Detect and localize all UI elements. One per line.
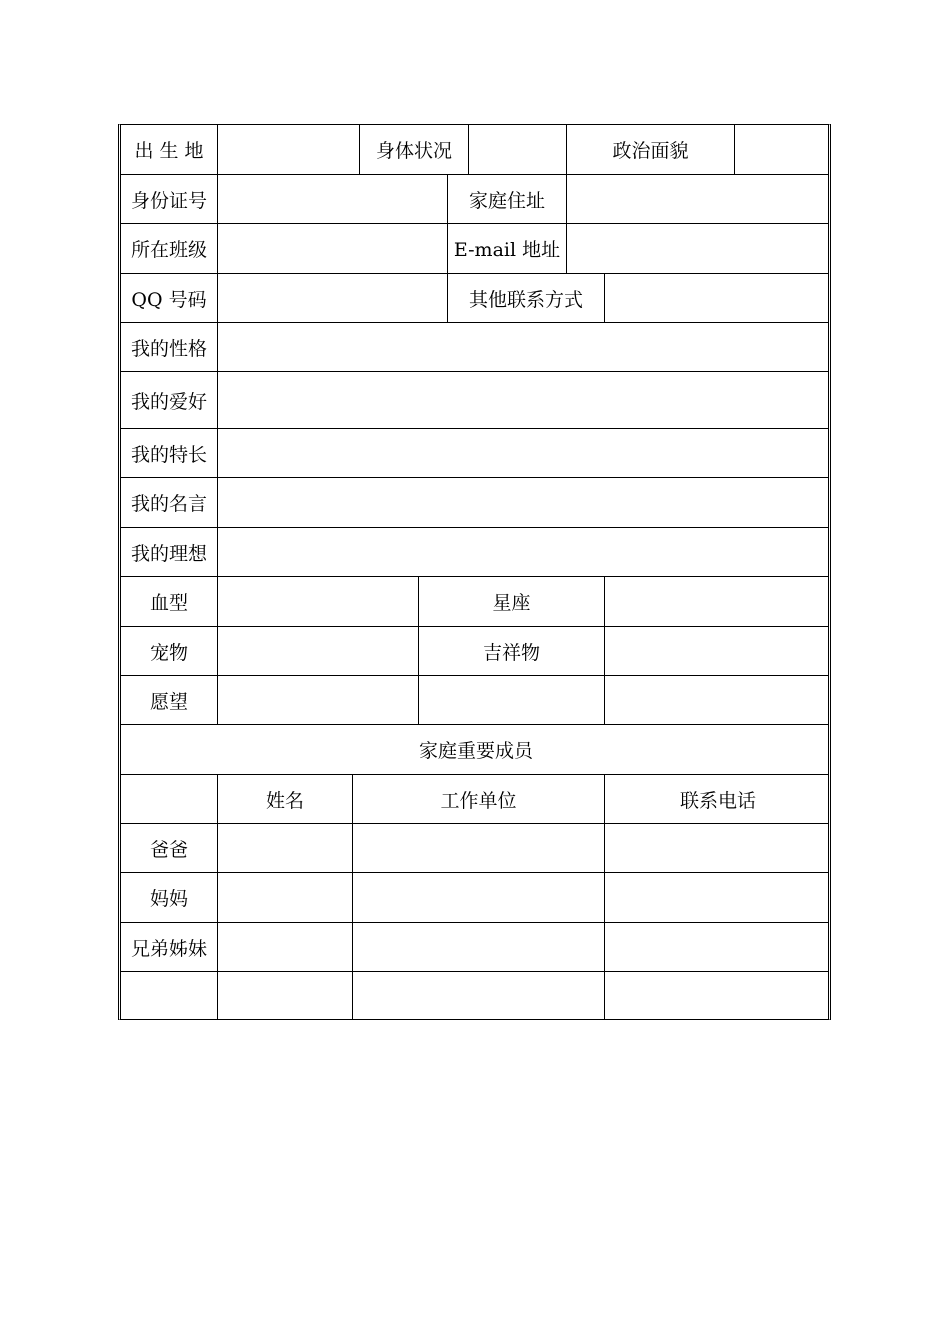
blood-type-field[interactable] [217,577,418,626]
mother-workplace-field[interactable] [352,873,604,922]
hobbies-label: 我的爱好 [130,390,207,413]
health-label: 身体状况 [359,125,468,174]
siblings-name-field[interactable] [217,923,352,971]
class-field[interactable] [217,224,447,273]
row-wish [121,676,828,725]
home-address-label: 家庭住址 [447,175,566,223]
row-pet [121,627,828,676]
extra-phone-field[interactable] [604,972,831,1019]
id-number-field[interactable] [217,175,447,223]
mother-phone-field[interactable] [604,873,831,922]
other-contact-label: 其他联系方式 [447,274,604,322]
siblings-phone-field[interactable] [604,923,831,971]
mascot-label: 吉祥物 [418,627,604,675]
qq-label: QQ 号码 [131,288,207,311]
extra-name-field[interactable] [217,972,352,1019]
family-section-title: 家庭重要成员 [418,740,533,762]
siblings-workplace-field[interactable] [352,923,604,971]
constellation-label: 星座 [418,577,604,626]
hobbies-field[interactable] [217,372,831,428]
family-table-header [121,775,828,824]
father-name-field[interactable] [217,824,352,872]
personality-label: 我的性格 [130,337,207,360]
wish-field-2[interactable] [418,676,604,724]
row-qq [121,274,828,323]
pet-label: 宠物 [149,641,188,664]
row-id-number [121,175,828,224]
row-personality [121,323,828,372]
political-status-label: 政治面貌 [566,125,734,174]
personality-field[interactable] [217,323,831,371]
pet-field[interactable] [217,627,418,675]
health-field[interactable] [468,125,566,174]
class-label: 所在班级 [130,239,207,261]
father-workplace-field[interactable] [352,824,604,872]
birthplace-field[interactable] [217,125,359,174]
mascot-field[interactable] [604,627,831,675]
row-class [121,224,828,274]
family-member-label: 爸爸 [149,838,188,861]
wish-label: 愿望 [149,690,188,713]
wish-field-3[interactable] [604,676,831,724]
row-birthplace [121,125,828,175]
email-label: E-mail 地址 [447,224,566,273]
row-blood-type [121,577,828,627]
family-member-label: 妈妈 [149,888,188,910]
extra-workplace-field[interactable] [352,972,604,1019]
family-row-extra [121,972,828,1019]
family-header-phone: 联系电话 [604,775,831,823]
student-info-form [118,124,831,1020]
home-address-field[interactable] [566,175,831,223]
blood-type-label: 血型 [149,592,188,614]
row-ideal [121,528,828,577]
family-header-blank [121,775,217,823]
row-family-section [121,725,828,775]
specialty-field[interactable] [217,429,831,477]
motto-label: 我的名言 [130,493,207,515]
row-specialty [121,429,828,478]
family-header-name: 姓名 [217,775,352,823]
email-field[interactable] [566,224,831,273]
wish-field[interactable] [217,676,418,724]
family-row-father [121,824,828,873]
ideal-label: 我的理想 [130,542,207,565]
specialty-label: 我的特长 [130,443,207,466]
family-header-workplace: 工作单位 [352,775,604,823]
family-row-siblings [121,923,828,972]
birthplace-label: 出 生 地 [134,140,204,162]
political-status-field[interactable] [734,125,831,174]
other-contact-field[interactable] [604,274,831,322]
constellation-field[interactable] [604,577,831,626]
family-member-label: 兄弟姊妹 [130,937,207,960]
family-member-label [121,972,217,1019]
family-row-mother [121,873,828,923]
qq-field[interactable] [217,274,447,322]
row-hobbies [121,372,828,429]
mother-name-field[interactable] [217,873,352,922]
father-phone-field[interactable] [604,824,831,872]
motto-field[interactable] [217,478,831,527]
ideal-field[interactable] [217,528,831,576]
id-number-label: 身份证号 [130,189,207,212]
row-motto [121,478,828,528]
